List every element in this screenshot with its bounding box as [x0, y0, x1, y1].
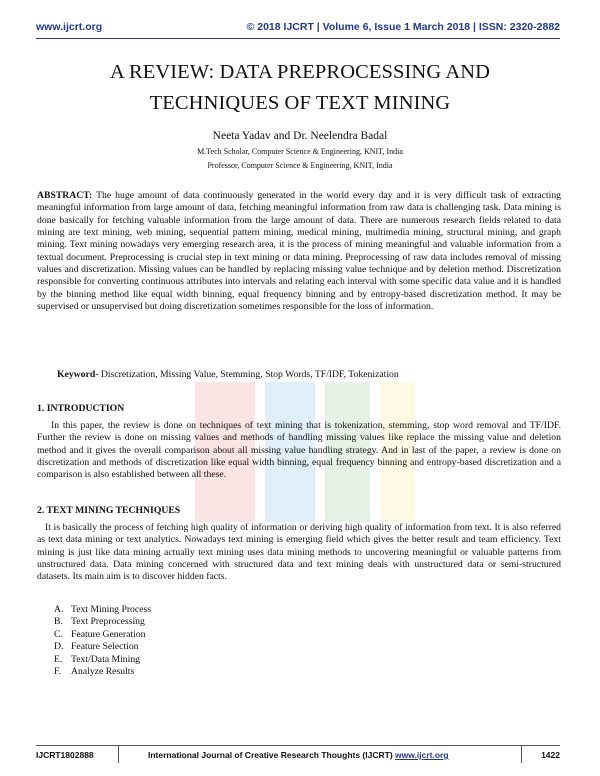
footer-url-link[interactable]: www.ijcrt.org: [395, 750, 449, 760]
footer-paper-id: IJCRT1802888: [36, 750, 94, 760]
footer-journal: [148, 750, 449, 760]
list-item-label: Feature Selection: [71, 641, 139, 653]
keywords: [57, 369, 560, 380]
list-item-letter: F.: [54, 666, 62, 678]
list-item: [54, 654, 151, 666]
techniques-list: [54, 604, 151, 678]
affiliation-1: M.Tech Scholar, Computer Science & Engineering, KNIT, India: [197, 147, 403, 156]
authors: Neeta Yadav and Dr. Neelendra Badal: [212, 130, 388, 142]
footer-separator: [521, 745, 522, 763]
list-item-letter: C.: [54, 628, 63, 640]
footer-page-number: 1422: [541, 750, 560, 760]
list-item: [54, 666, 151, 678]
list-item: [54, 641, 151, 653]
list-item: [54, 604, 151, 616]
text-mining-paragraph: It is basically the process of fetching high quality of information or deriving high quality of information from text. It is also referred as text data mining or text analytics. Nowadays text mining is emerging field which gives the better result and team efficiency. Text mining is just like data mining actually text mining uses data mining methods to uncovering meaningful or valuable patterns from unstructured data. Data mining concerned with structured data and text mining deals with unstructured data or semi-structured datasets. Its main aim is to discover hidden facts.: [37, 522, 561, 583]
footer-separator: [118, 745, 119, 763]
list-item-label: Text Mining Process: [71, 604, 152, 615]
list-item-letter: B.: [54, 616, 63, 628]
paper-title: [40, 57, 560, 119]
abstract-text: The huge amount of data continuously generated in the world every day and it is very difficult task of extracting meaningful information from large amount of data, fetching meaningful information from raw data is challenging task. Data mining is done basically for fetching valuable information from the large amount of data. There are numerous research fields related to data mining are text mining, web mining, sequential pattern mining, medical mining, multimedia mining, structural mining, and graph mining. Text mining nowadays very emerging research area, it is the process of mining meaningful and valuable information from a textual document. Preprocessing is crucial step in text mining or data mining. Preprocessing of raw data includes removal of missing values and discretization. Missing values can be handled by replacing missing value technique and by deletion method. Discretization responsible for converting continuous attributes into intervals and relating each interval with some specific data value and it is handled by the binning method like equal width binning, equal frequency binning and by entropy-based discretization method. It may be supervised or unsupervised but doing discretization sometimes responsible for the loss of information.: [37, 190, 562, 313]
list-item-label: Text/Data Mining: [71, 653, 141, 665]
list-item: [54, 629, 151, 641]
list-item-label: Text Preprocessing: [71, 616, 145, 628]
footer-divider: [36, 745, 560, 746]
abstract-label: ABSTRACT:: [37, 190, 93, 201]
affiliation-2: Professor, Computer Science & Engineering, KNIT, India: [207, 161, 393, 170]
list-item: [54, 616, 151, 628]
title-line-2: TECHNIQUES OF TEXT MINING: [149, 92, 451, 114]
section-heading-text-mining: 2. TEXT MINING TECHNIQUES: [37, 505, 181, 516]
list-item-letter: E.: [54, 653, 63, 665]
footer-journal-name: International Journal of Creative Research Thoughts (IJCRT): [148, 750, 396, 760]
keywords-label: Keyword-: [57, 369, 99, 380]
running-header: [36, 21, 560, 35]
introduction-paragraph: In this paper, the review is done on techniques of text mining that is tokenization, stemming, stop word removal and TF/IDF. Further the review is done on missing values and methods of handling missing values like replace the missing value and deletion method and it gives the overall comparison about all missing value handling strategy. And in last of the paper, a review is done on discretization and methods of discretization like equal width binning, equal frequency binning and entropy-based discretization and a comparison is also established between all these.: [37, 420, 561, 481]
list-item-letter: D.: [54, 641, 64, 653]
list-item-label: Feature Generation: [71, 628, 146, 640]
header-divider: [36, 38, 560, 39]
title-line-1: A REVIEW: DATA PREPROCESSING AND: [109, 61, 491, 83]
header-website[interactable]: www.ijcrt.org: [36, 21, 103, 33]
header-citation: © 2018 IJCRT | Volume 6, Issue 1 March 2018 | ISSN: 2320-2882: [246, 21, 560, 33]
list-item-letter: A.: [54, 604, 64, 615]
list-item-label: Analyze Results: [71, 666, 135, 678]
section-heading-introduction: 1. INTRODUCTION: [37, 403, 125, 414]
keywords-text: Discretization, Missing Value, Stemming, Stop Words, TF/IDF, Tokenization: [98, 369, 399, 380]
abstract: [37, 190, 561, 313]
running-footer: [36, 750, 560, 764]
